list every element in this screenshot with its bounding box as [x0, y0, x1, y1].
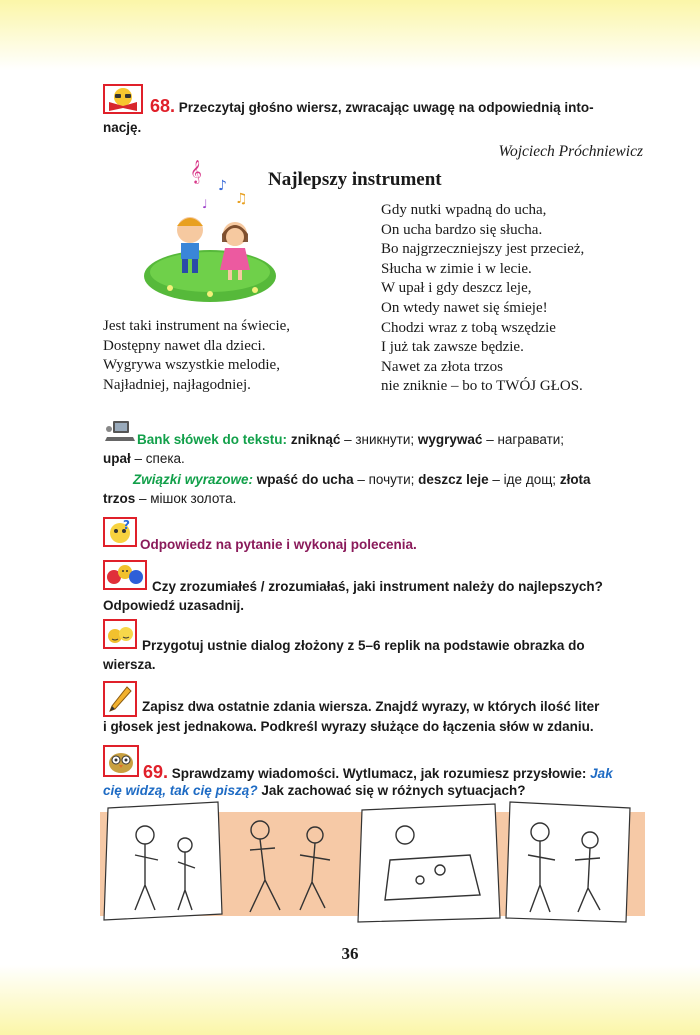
owl-icon [103, 745, 139, 777]
poem-right-line: I już tak zawsze będzie. [381, 339, 524, 356]
poem-right-column [381, 201, 584, 397]
word-bank-word: zniknąć [290, 432, 341, 447]
ex69-text: Sprawdzamy wiadomości. Wytlumacz, jak rozumiesz przysłowie: [171, 766, 591, 781]
ex68-number: 68. [150, 96, 176, 116]
word-bank-translation: – спека. [130, 451, 185, 466]
emotion-faces-icon [103, 560, 147, 590]
dialog-faces-icon [103, 619, 137, 649]
ex68-instruction [150, 97, 645, 117]
word-bank-translation: – награвати; [482, 432, 565, 447]
phrase-translation: – почути; [353, 472, 419, 487]
phrases-line2 [103, 489, 236, 508]
page-number: 36 [341, 944, 359, 963]
question3-line1: Zapisz dwa ostatnie zdania wiersza. Znajdź wyrazy, w których ilość liter [142, 699, 600, 714]
question1-line2: Odpowiedź uzasadnij. [103, 598, 245, 613]
ex69-number: 69. [143, 762, 169, 782]
computer-icon [103, 419, 137, 443]
ex69-line2 [103, 781, 525, 800]
poem-title: Najlepszy instrument [268, 169, 442, 190]
phrase-translation: – іде дощ; [488, 472, 560, 487]
phrases-label: Związki wyrazowe: [133, 472, 254, 487]
proverb-part1: Jak [590, 766, 613, 781]
poem-right-line: On wtedy nawet się śmieje! [381, 299, 548, 316]
question2-line1: Przygotuj ustnie dialog złożony z 5–6 replik na podstawie obrazka do [142, 638, 585, 653]
poem-right-line: nie zniknie – bo to TWÓJ GŁOS. [381, 378, 583, 395]
phrase: deszcz leje [418, 472, 489, 487]
children-singing-illustration [140, 158, 280, 306]
word-bank-label: Bank słówek do tekstu: [137, 432, 288, 447]
svg-text:♪: ♪ [218, 178, 227, 194]
bottom-gradient-band [0, 965, 700, 1035]
question2-line2: wiersza. [103, 657, 156, 672]
phrase-translation: – мішок золота. [135, 491, 237, 506]
phrase: złota [559, 472, 591, 487]
svg-text:♩: ♩ [202, 197, 208, 211]
reading-icon [103, 84, 143, 114]
ex68-line1: Przeczytaj głośno wiersz, zwracając uwagę na odpowiednią into- [178, 100, 594, 115]
word-bank-word: upał [103, 451, 131, 466]
svg-text:?: ? [123, 519, 130, 532]
poem-right-line: On ucha bardzo się słucha. [381, 221, 543, 238]
pencil-icon [103, 681, 137, 717]
phrase: trzos [103, 491, 136, 506]
svg-text:♫: ♫ [235, 191, 248, 207]
phrase: wpaść do ucha [253, 472, 354, 487]
word-bank-translation: – зникнути; [340, 432, 418, 447]
situations-illustration [100, 800, 645, 925]
svg-text:𝄞: 𝄞 [190, 159, 202, 183]
poem-left-line: Jest taki instrument na świecie, [103, 318, 291, 334]
poem-right-line: Nawet za złota trzos [381, 358, 504, 375]
poem-right-line: Słucha w zimie i w lecie. [381, 260, 532, 277]
poem-left-line: Dostępny nawet dla dzieci. [103, 337, 266, 354]
poem-right-line: W upał i gdy deszcz leje, [381, 280, 532, 297]
poem-right-line: Bo najgrzeczniejszy jest przecież, [381, 241, 585, 258]
poem-left-column [103, 317, 290, 395]
poem-right-line: Chodzi wraz z tobą wszędzie [381, 319, 556, 336]
poem-author: Wojciech Próchniewicz [498, 143, 643, 160]
poem-left-line: Wygrywa wszystkie melodie, [103, 357, 280, 374]
question1-line1: Czy zrozumiałeś / zrozumiałaś, jaki instrument należy do najlepszych? [152, 579, 603, 594]
poem-left-line: Najładniej, najłagodniej. [103, 376, 251, 393]
word-bank-line2 [103, 449, 185, 468]
top-gradient-band [0, 0, 700, 70]
poem-right-line: Gdy nutki wpadną do ucha, [381, 202, 547, 218]
answer-heading: Odpowiedz na pytanie i wykonaj polecenia. [140, 537, 417, 552]
ex68-line2: nację. [103, 120, 142, 135]
ex69-line1 [143, 763, 613, 783]
ex69-question: Jak zachować się w różnych sytuacjach? [257, 783, 526, 798]
proverb-part2: cię widzą, tak cię piszą? [103, 783, 258, 798]
question3-line2: i głosek jest jednakowa. Podkreśl wyrazy służące do łączenia słów w zdaniu. [103, 719, 594, 734]
thinking-face-icon [103, 517, 137, 547]
phrases-line1 [133, 470, 643, 489]
word-bank-line1 [137, 430, 643, 449]
word-bank-word: wygrywać [417, 432, 483, 447]
